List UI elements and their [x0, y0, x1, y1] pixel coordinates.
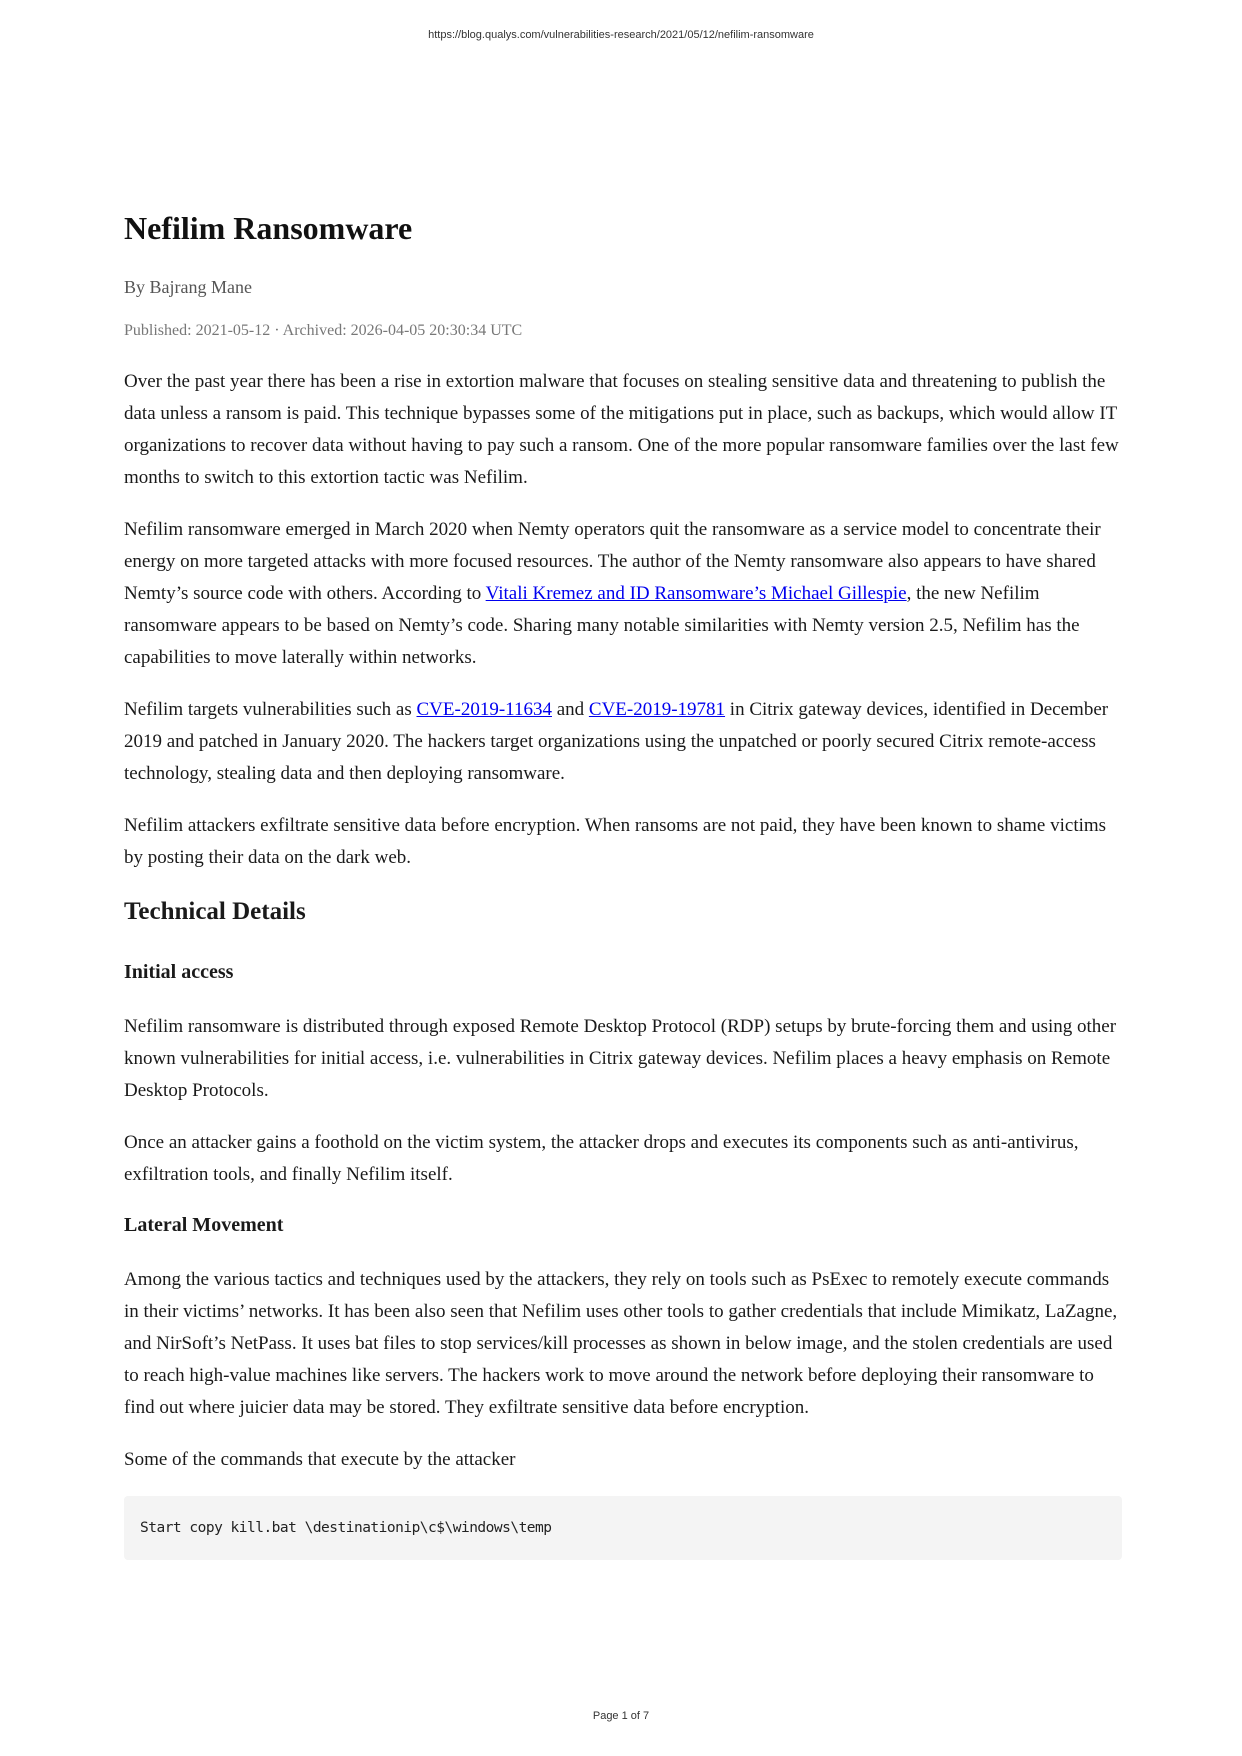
link-cve-2019-11634[interactable]: CVE-2019-11634: [416, 699, 552, 720]
text: in Citrix gateway devices, identified in December 2019 and patched in January 2020. The hackers target organizations using the unpatched or poorly secured Citrix remote-access technology, stealing data and then deploying ransomware.: [124, 699, 1109, 784]
article-title: Nefilim Ransomware: [124, 210, 413, 246]
paragraph-tactics: Among the various tactics and techniques used by the attackers, they rely on tools such as PsExec to remotely execute commands in their victims’ networks. It has been also seen that Nefilim uses other tools to gather credentials that include Mimikatz, LaZagne, and NirSoft’s NetPass. It uses bat files to stop services/kill processes as shown in below image, and the stolen credentials are used to reach high-value machines like servers. The hackers work to move around the network before deploying their ransomware to find out where juicier data may be stored. They exfiltrate sensitive data before encryption.: [124, 1269, 1118, 1418]
paragraph-origin: [124, 514, 1122, 674]
paragraph-rdp: Nefilim ransomware is distributed through exposed Remote Desktop Protocol (RDP) setups by brute-forcing them and using other known vulnerabilities for initial access, i.e. vulnerabilities in Citrix gateway devices. Nefilim places a heavy emphasis on Remote Desktop Protocols.: [124, 1016, 1117, 1101]
page-number: Page 1 of 7: [592, 1710, 650, 1722]
page-url: https://blog.qualys.com/vulnerabilities-research/2021/05/12/nefilim-ransomware: [428, 29, 814, 41]
author-byline: By Bajrang Mane: [124, 277, 252, 297]
link-cve-2019-19781[interactable]: CVE-2019-19781: [588, 699, 726, 720]
code-block: Start copy kill.bat \destinationip\c$\windows\temp: [124, 1496, 1122, 1560]
heading-lateral-movement: Lateral Movement: [124, 1214, 284, 1236]
paragraph-commands-intro: Some of the commands that execute by the attacker: [124, 1449, 516, 1470]
paragraph-foothold: Once an attacker gains a foothold on the victim system, the attacker drops and executes its components such as anti-antivirus, exfiltration tools, and finally Nefilim itself.: [124, 1132, 1079, 1185]
link-kremez-gillespie[interactable]: Vitali Kremez and ID Ransomware’s Michael Gillespie: [485, 583, 907, 604]
text: Nefilim ransomware emerged in March 2020 when Nemty operators quit the ransomware as a service model to concentrate their energy on more targeted attacks with more focused resources. The author of the Nemty ransomware also appears to have shared Nemty’s source code with others. According to: [124, 519, 1101, 604]
paragraph-intro: Over the past year there has been a rise in extortion malware that focuses on stealing sensitive data and threatening to publish the data unless a ransom is paid. This technique bypasses some of the mitigations put in place, such as backups, which would allow IT organizations to recover data without having to pay such a ransom. One of the more popular ransomware families over the last few months to switch to this extortion tactic was Nefilim.: [124, 371, 1119, 488]
paragraph-exfiltration: Nefilim attackers exfiltrate sensitive data before encryption. When ransoms are not paid, they have been known to shame victims by posting their data on the dark web.: [124, 815, 1107, 868]
paragraph-vulnerabilities: [124, 694, 1122, 790]
heading-technical-details: Technical Details: [124, 898, 306, 925]
article: [124, 208, 1122, 1560]
heading-initial-access: Initial access: [124, 961, 234, 983]
publish-meta: Published: 2021-05-12 · Archived: 2026-04-05 20:30:34 UTC: [124, 322, 523, 339]
text: Nefilim targets vulnerabilities such as: [124, 699, 417, 720]
text: , the new Nefilim ransomware appears to be based on Nemty’s code. Sharing many notable similarities with Nemty version 2.5, Nefilim has the capabilities to move laterally within networks.: [124, 583, 1080, 668]
text: and: [551, 699, 589, 720]
